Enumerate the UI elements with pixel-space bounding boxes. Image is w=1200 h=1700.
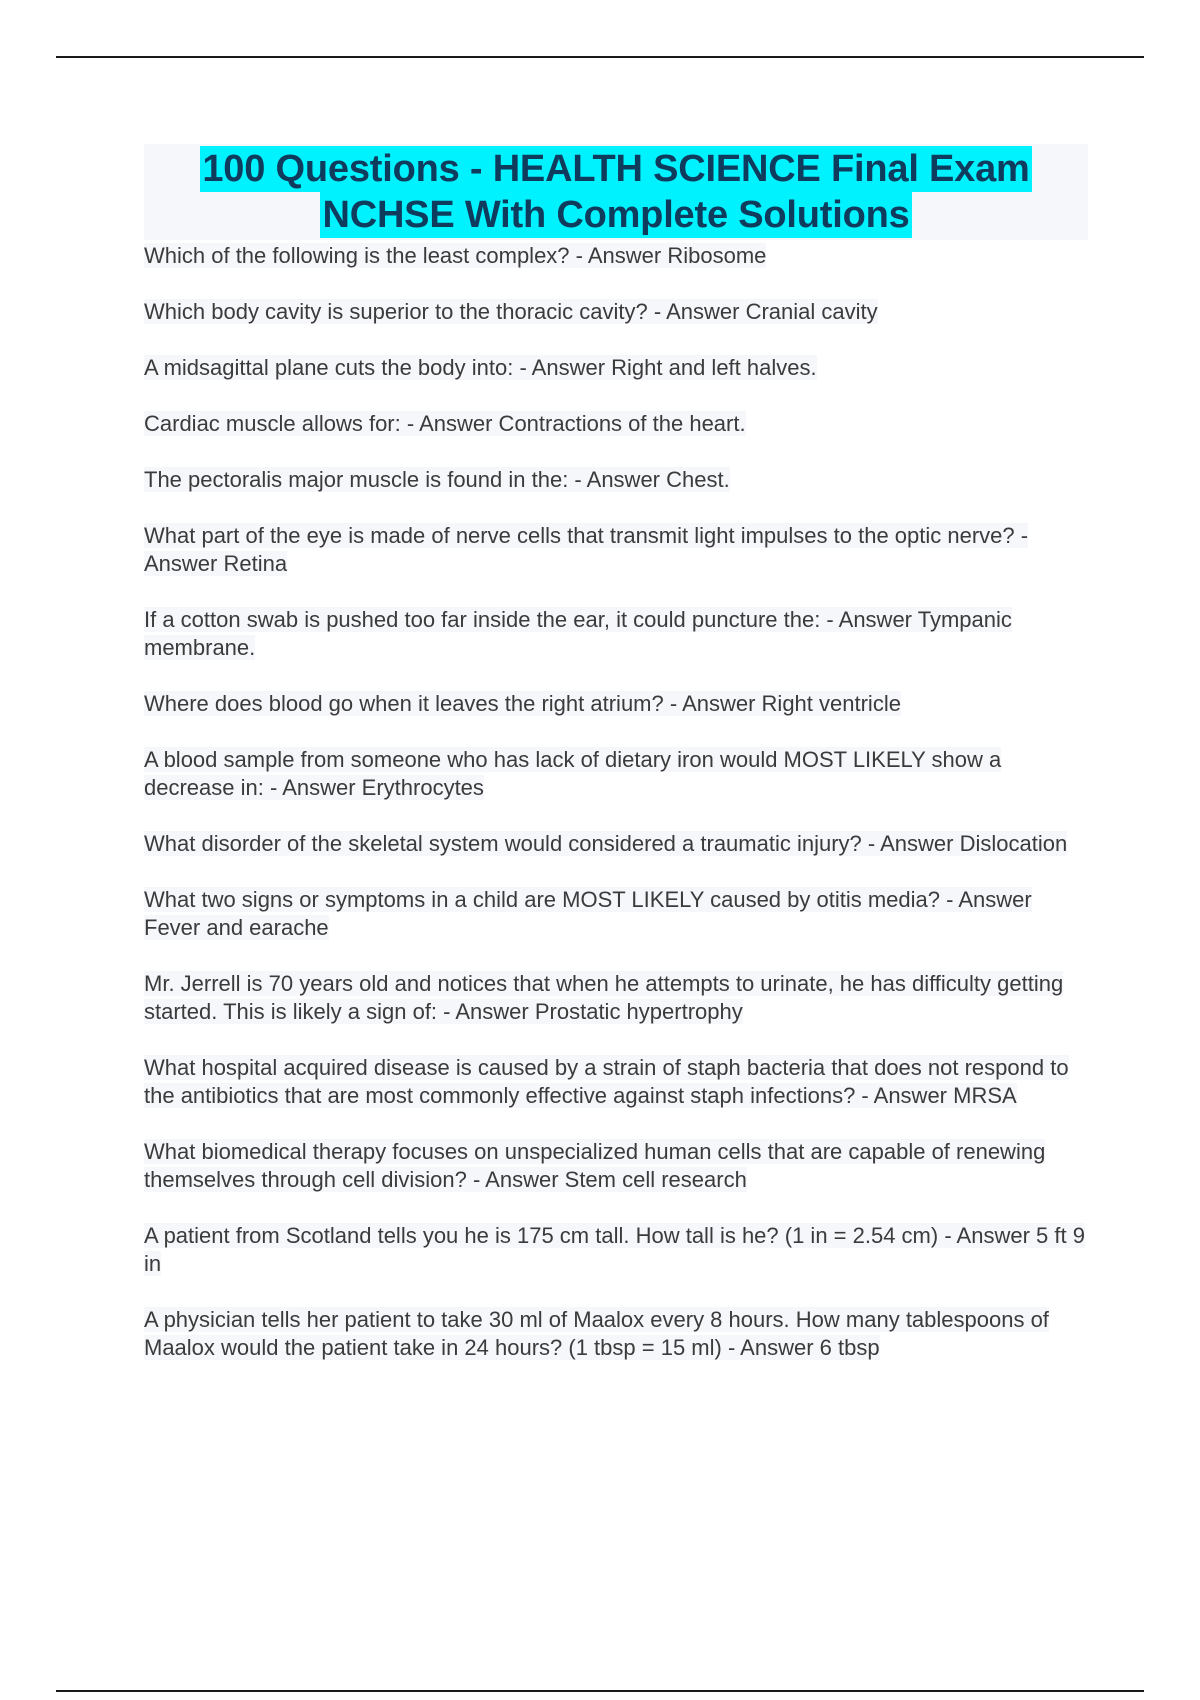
question-text: A midsagittal plane cuts the body into: - Answer Right and left halves. <box>144 355 817 380</box>
question-text: Which body cavity is superior to the thoracic cavity? - Answer Cranial cavity <box>144 299 878 324</box>
document-title <box>144 144 1088 240</box>
question-text: What hospital acquired disease is caused by a strain of staph bacteria that does not respond to the antibiotics that are most commonly effective against staph infections? - Answer MRSA <box>144 1055 1069 1108</box>
question-item <box>144 1054 1088 1110</box>
question-item <box>144 1138 1088 1194</box>
question-text: Cardiac muscle allows for: - Answer Contractions of the heart. <box>144 411 746 436</box>
question-item <box>144 466 1088 494</box>
bottom-rule <box>56 1690 1144 1692</box>
question-item <box>144 690 1088 718</box>
question-text: If a cotton swab is pushed too far inside the ear, it could puncture the: - Answer Tympanic membrane. <box>144 607 1012 660</box>
question-item <box>144 970 1088 1026</box>
question-item <box>144 354 1088 382</box>
question-text: What part of the eye is made of nerve cells that transmit light impulses to the optic nerve? - Answer Retina <box>144 523 1029 576</box>
question-item <box>144 410 1088 438</box>
title-line-1: 100 Questions - HEALTH SCIENCE Final Exam <box>202 148 1030 190</box>
question-text: A blood sample from someone who has lack of dietary iron would MOST LIKELY show a decrease in: - Answer Erythrocytes <box>144 747 1002 800</box>
title-line-2: NCHSE With Complete Solutions <box>322 194 910 236</box>
question-item <box>144 242 1088 270</box>
question-item <box>144 746 1088 802</box>
question-list <box>144 242 1088 1362</box>
question-item <box>144 1222 1088 1278</box>
question-text: What two signs or symptoms in a child are MOST LIKELY caused by otitis media? - Answer Fever and earache <box>144 887 1032 940</box>
question-item <box>144 886 1088 942</box>
question-text: A physician tells her patient to take 30 ml of Maalox every 8 hours. How many tablespoons of Maalox would the patient take in 24 hours? (1 tbsp = 15 ml) - Answer 6 tbsp <box>144 1307 1049 1360</box>
question-item <box>144 298 1088 326</box>
question-text: What disorder of the skeletal system would considered a traumatic injury? - Answer Dislocation <box>144 831 1068 856</box>
question-text: The pectoralis major muscle is found in the: - Answer Chest. <box>144 467 730 492</box>
question-item <box>144 1306 1088 1362</box>
question-text: What biomedical therapy focuses on unspecialized human cells that are capable of renewing themselves through cell division? - Answer Stem cell research <box>144 1139 1046 1192</box>
question-item <box>144 606 1088 662</box>
question-text: Mr. Jerrell is 70 years old and notices that when he attempts to urinate, he has difficulty getting started. This is likely a sign of: - Answer Prostatic hypertrophy <box>144 971 1064 1024</box>
question-item <box>144 830 1088 858</box>
question-text: Where does blood go when it leaves the right atrium? - Answer Right ventricle <box>144 691 901 716</box>
question-text: Which of the following is the least complex? - Answer Ribosome <box>144 243 767 268</box>
question-item <box>144 522 1088 578</box>
top-rule <box>56 56 1144 58</box>
document-body <box>144 144 1088 1390</box>
question-text: A patient from Scotland tells you he is 175 cm tall. How tall is he? (1 in = 2.54 cm) - Answer 5 ft 9 in <box>144 1223 1085 1276</box>
